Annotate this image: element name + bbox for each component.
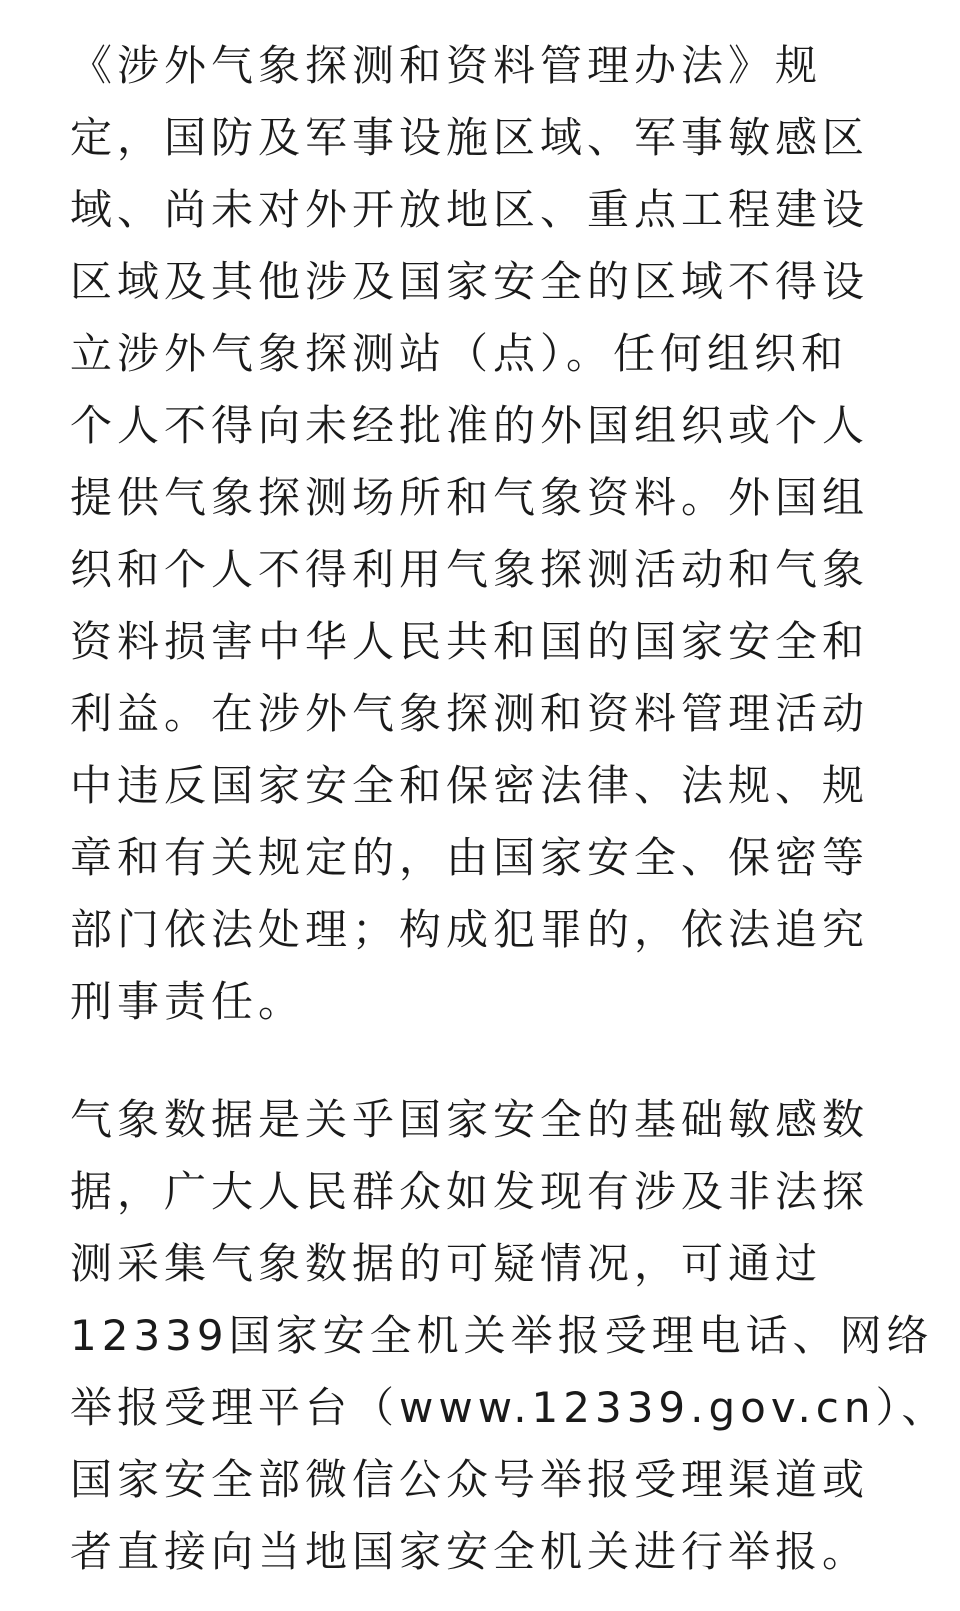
article-body — [70, 30, 949, 1588]
text-line: 织和个人不得利用气象探测活动和气象 — [70, 545, 870, 594]
text-line: 定，国防及军事设施区域、军事敏感区 — [70, 113, 870, 162]
text-line: 举报受理平台（www.12339.gov.cn）、 — [70, 1383, 949, 1432]
text-line: 部门依法处理；构成犯罪的，依法追究 — [70, 905, 870, 954]
text-line: 立涉外气象探测站（点）。任何组织和 — [70, 329, 849, 378]
text-line: 者直接向当地国家安全机关进行举报。 — [70, 1527, 870, 1576]
paragraph-reporting — [70, 1084, 949, 1588]
text-line: 区域及其他涉及国家安全的区域不得设 — [70, 257, 870, 306]
text-line: 《涉外气象探测和资料管理办法》规 — [70, 41, 823, 90]
text-line: 中违反国家安全和保密法律、法规、规 — [70, 761, 870, 810]
paragraph-regulation — [70, 30, 890, 1038]
text-line: 个人不得向未经批准的外国组织或个人 — [70, 401, 870, 450]
text-line: 气象数据是关乎国家安全的基础敏感数 — [70, 1095, 870, 1144]
text-line: 国家安全部微信公众号举报受理渠道或 — [70, 1455, 870, 1504]
text-line: 提供气象探测场所和气象资料。外国组 — [70, 473, 870, 522]
text-line: 12339国家安全机关举报受理电话、网络 — [70, 1311, 934, 1360]
text-line: 利益。在涉外气象探测和资料管理活动 — [70, 689, 870, 738]
text-line: 章和有关规定的，由国家安全、保密等 — [70, 833, 870, 882]
text-line: 测采集气象数据的可疑情况，可通过 — [70, 1239, 823, 1288]
text-line: 域、尚未对外开放地区、重点工程建设 — [70, 185, 870, 234]
text-line: 据，广大人民群众如发现有涉及非法探 — [70, 1167, 870, 1216]
text-line: 刑事责任。 — [70, 977, 306, 1026]
text-line: 资料损害中华人民共和国的国家安全和 — [70, 617, 870, 666]
